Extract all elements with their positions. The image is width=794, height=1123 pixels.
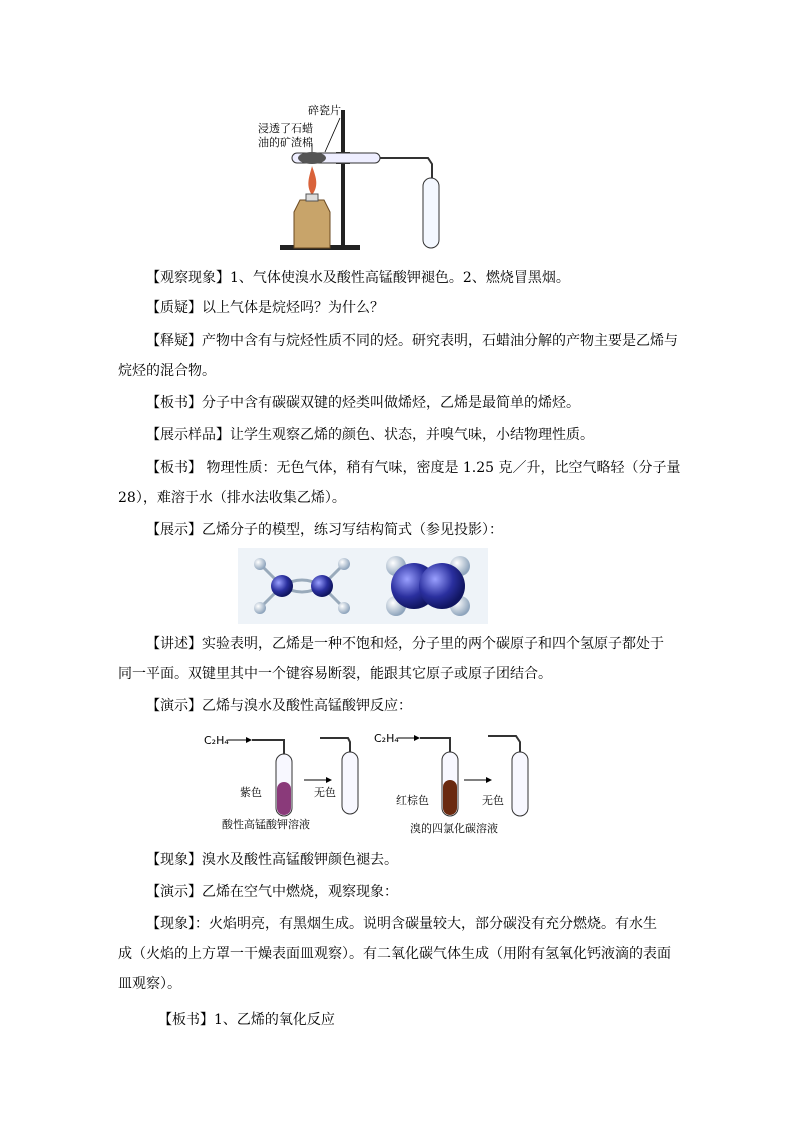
paragraph-phenomenon-2a: 【现象】：火焰明亮，有黑烟生成。说明含碳量较大，部分碳没有充分燃烧。有水生: [146, 916, 657, 932]
ethylene-models-figure: [238, 548, 488, 624]
label-red-brown: 红棕色: [396, 794, 429, 807]
label-gas-1: C₂H₄: [204, 734, 229, 747]
paragraph-explanation-1: 【释疑】产物中含有与烷烃性质不同的烃。研究表明，石蜡油分解的产物主要是乙烯与: [146, 333, 678, 349]
paragraph-question: 【质疑】以上气体是烷烃吗？为什么？: [146, 300, 384, 316]
alcohol-lamp: [294, 200, 330, 248]
paragraph-model: 【展示】乙烯分子的模型，练习写结构简式（参见投影）：: [146, 522, 503, 538]
paragraph-sample: 【展示样品】让学生观察乙烯的颜色、状态，并嗅气味，小结物理性质。: [146, 427, 594, 443]
cracking-apparatus-figure: [250, 100, 460, 255]
paragraph-explanation-2: 烷烃的混合物。: [118, 363, 216, 379]
stand-rod: [341, 110, 345, 247]
label-paraffin-2: 油的矿渣棉: [258, 136, 313, 149]
bromine-solution: [443, 780, 457, 815]
test-tube-colorless-1: [342, 752, 358, 814]
caption-bromine: 溴的四氯化碳溶液: [410, 822, 498, 835]
paragraph-statement-2: 同一平面。双键里其中一个键容易断裂，能跟其它原子或原子团结合。: [118, 666, 552, 682]
collecting-test-tube: [423, 178, 439, 248]
paragraph-phenomenon-1: 【现象】溴水及酸性高锰酸钾颜色褪去。: [146, 852, 398, 868]
label-colorless-1: 无色: [314, 786, 336, 799]
paragraph-board-oxidation: 【板书】1、乙烯的氧化反应: [158, 1012, 335, 1028]
paragraph-demo-reaction: 【演示】乙烯与溴水及酸性高锰酸钾反应：: [146, 698, 412, 714]
paragraph-phenomenon-2c: 皿观察）。: [118, 976, 181, 992]
caption-permanganate: 酸性高锰酸钾溶液: [222, 818, 310, 831]
label-gas-2: C₂H₄: [374, 732, 399, 745]
paragraph-statement-1: 【讲述】实验表明，乙烯是一种不饱和烃，分子里的两个碳原子和四个氢原子都处于: [146, 636, 664, 652]
paragraph-board-alkene: 【板书】分子中含有碳碳双键的烃类叫做烯烃，乙烯是最简单的烯烃。: [146, 395, 580, 411]
reaction-demo-figure: [200, 724, 550, 842]
label-colorless-2: 无色: [482, 794, 504, 807]
paragraph-physical-2: 28），难溶于水（排水法收集乙烯）。: [118, 490, 346, 506]
flame: [308, 166, 316, 195]
paragraph-observation: 【观察现象】1、气体使溴水及酸性高锰酸钾褪色。2、燃烧冒黑烟。: [146, 270, 570, 286]
permanganate-solution: [277, 782, 291, 815]
mineral-wool: [298, 152, 326, 164]
label-porcelain: 碎瓷片: [308, 104, 341, 117]
paragraph-physical-1: 【板书】 物理性质：无色气体，稍有气味，密度是 1.25 克／升，比空气略轻（分子量: [146, 460, 681, 476]
label-purple: 紫色: [240, 786, 262, 799]
paragraph-demo-burning: 【演示】乙烯在空气中燃烧，观察现象：: [146, 884, 398, 900]
test-tube-colorless-2: [512, 752, 528, 816]
label-paraffin-1: 浸透了石蜡: [258, 122, 313, 135]
paragraph-phenomenon-2b: 成（火焰的上方罩一干燥表面皿观察）。有二氧化碳气体生成（用附有氢氧化钙液滴的表面: [118, 946, 671, 962]
